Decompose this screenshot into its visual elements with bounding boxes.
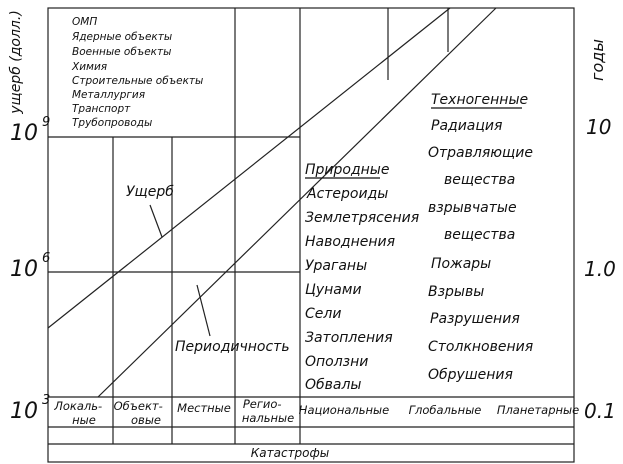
left-tick-1e6: 10 $^6$ bbox=[10, 251, 51, 282]
damage-leader bbox=[150, 205, 162, 237]
technogenic-disasters bbox=[428, 92, 533, 383]
objects-list bbox=[71, 16, 203, 129]
technogenic-item: Отравляющие bbox=[428, 145, 533, 161]
objects-item: Металлургия bbox=[72, 89, 146, 101]
natural-item: Затопления bbox=[305, 330, 393, 346]
natural-title: Природные bbox=[305, 162, 390, 178]
scale-category: Местные bbox=[177, 401, 231, 415]
natural-item: Цунами bbox=[305, 282, 362, 298]
damage-label: Ущерб bbox=[126, 184, 174, 200]
objects-item: Химия bbox=[72, 61, 108, 73]
natural-item: Наводнения bbox=[305, 234, 396, 250]
right-axis-label: годы bbox=[588, 39, 607, 81]
periodicity-label: Периодичность bbox=[175, 339, 290, 355]
natural-item: Сели bbox=[305, 306, 342, 322]
scale-category: Регио- нальные bbox=[241, 397, 295, 425]
left-tick-1e9: 10 $^9$ bbox=[10, 115, 51, 146]
scale-category: Локаль- ные bbox=[54, 399, 103, 427]
objects-item: Строительные объекты bbox=[72, 75, 204, 87]
natural-item: Астероиды bbox=[307, 186, 389, 202]
right-tick-1: 1.0 bbox=[584, 257, 616, 281]
scale-categories bbox=[53, 397, 579, 427]
technogenic-item: Взрывы bbox=[428, 284, 485, 300]
technogenic-item: Пожары bbox=[431, 256, 492, 272]
technogenic-item: вещества bbox=[444, 172, 516, 188]
scale-category: Планетарные bbox=[496, 403, 580, 417]
technogenic-item: вещества bbox=[444, 227, 516, 243]
technogenic-item: Обрушения bbox=[428, 367, 513, 383]
natural-item: Обвалы bbox=[305, 377, 362, 393]
periodicity-leader bbox=[197, 285, 210, 336]
right-tick-0-1: 0.1 bbox=[584, 399, 616, 423]
scale-category: Глобальные bbox=[408, 403, 482, 417]
technogenic-title: Техногенные bbox=[431, 92, 529, 108]
technogenic-item: Столкновения bbox=[428, 339, 534, 355]
objects-item: Военные объекты bbox=[72, 46, 172, 58]
objects-item: ОМП bbox=[72, 16, 98, 28]
technogenic-item: Радиация bbox=[431, 118, 503, 134]
scale-category: Национальные bbox=[298, 403, 390, 417]
technogenic-item: взрывчатые bbox=[428, 200, 517, 216]
right-tick-10: 10 bbox=[586, 115, 612, 139]
scale-category: Объект- овые bbox=[113, 399, 163, 427]
objects-item: Трубопроводы bbox=[72, 117, 153, 129]
natural-item: Землетрясения bbox=[305, 210, 420, 226]
natural-disasters bbox=[305, 162, 419, 393]
objects-item: Транспорт bbox=[72, 103, 131, 115]
technogenic-item: Разрушения bbox=[430, 311, 520, 327]
footer-label: Катастрофы bbox=[250, 446, 330, 460]
natural-item: Оползни bbox=[305, 354, 369, 370]
natural-item: Ураганы bbox=[305, 258, 368, 274]
left-axis-label: ущерб (долл.) bbox=[8, 10, 24, 114]
objects-item: Ядерные объекты bbox=[72, 31, 173, 43]
left-tick-1e3: 10 $^3$ bbox=[10, 393, 51, 424]
